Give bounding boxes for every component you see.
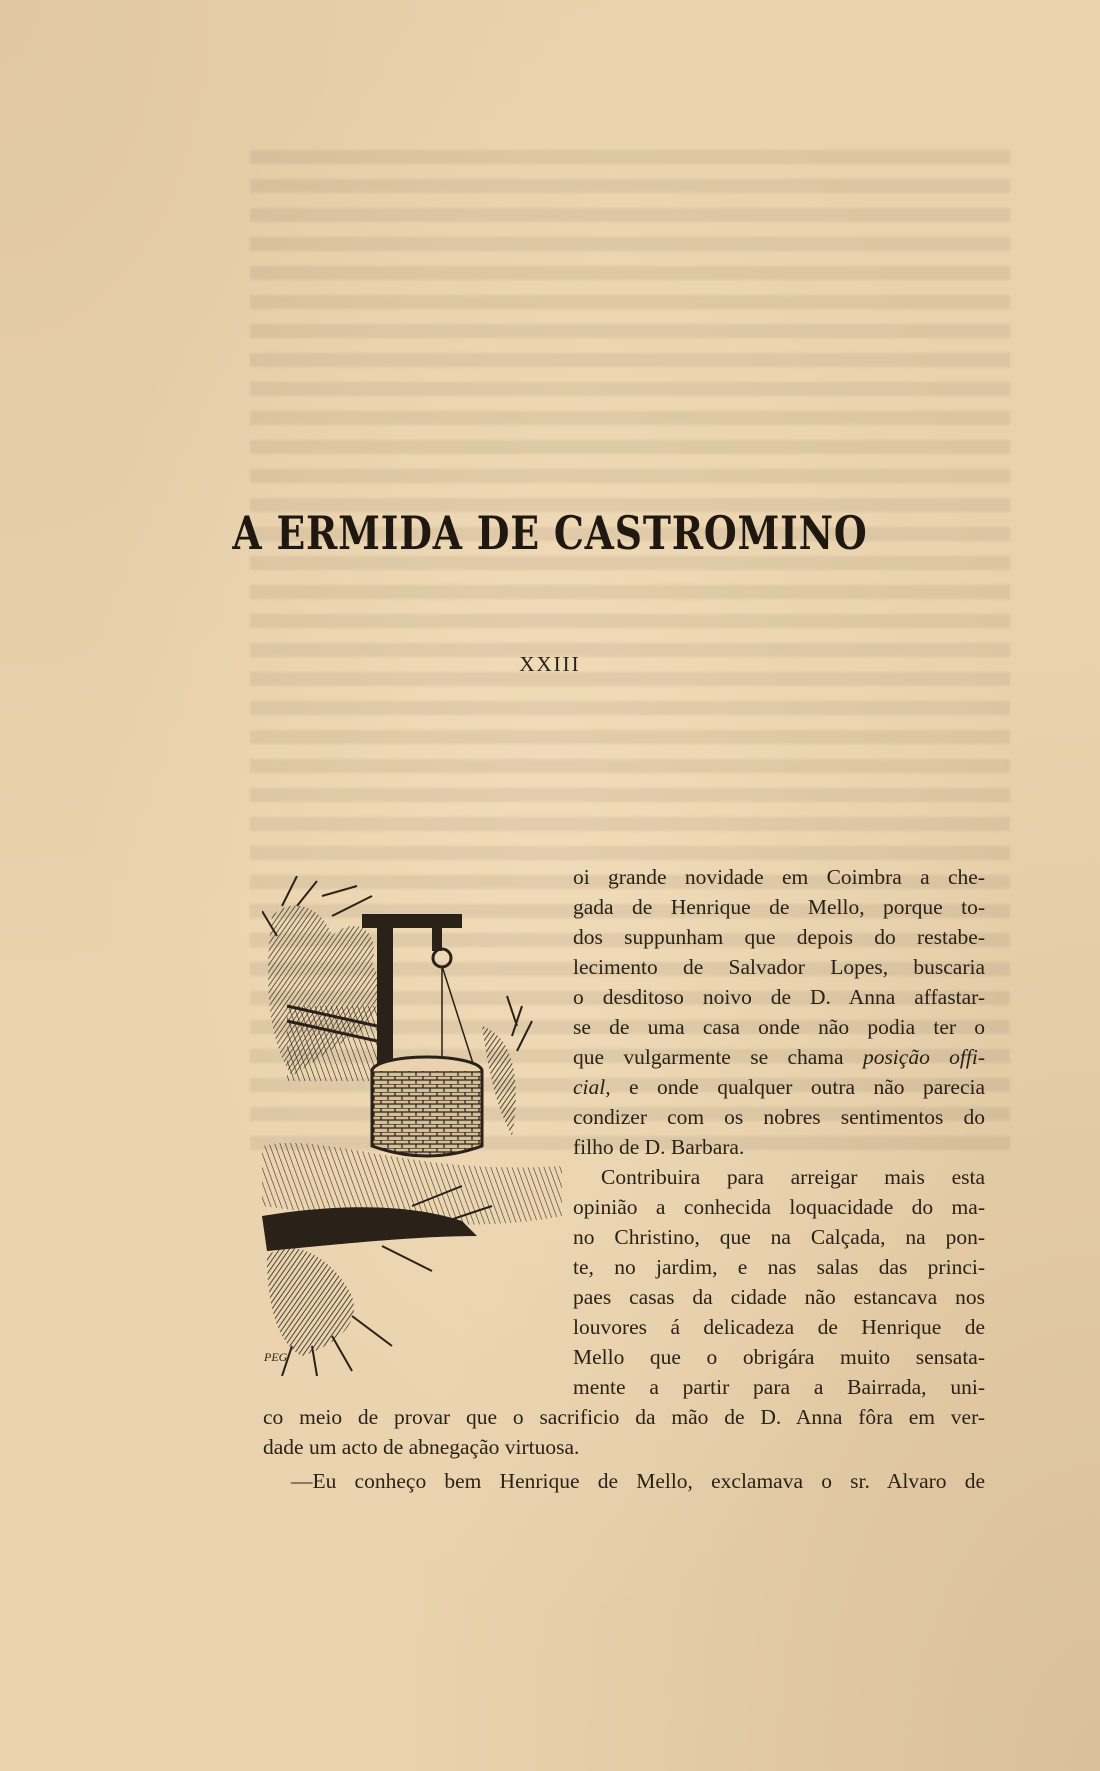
text-line: o desditoso noivo de D. Anna affastar-	[573, 985, 985, 1009]
chapter-number: XXIII	[519, 652, 581, 676]
text-line	[573, 1042, 985, 1072]
text-line: louvores á delicadeza de Henrique de	[573, 1315, 985, 1339]
text-line: te, no jardim, e nas salas das princi-	[573, 1255, 985, 1279]
text-line: mente a partir para a Bairrada, uni-	[573, 1375, 985, 1399]
text-line: dade um acto de abnegação virtuosa.	[263, 1435, 580, 1459]
text-span: que vulgarmente se chama	[573, 1045, 844, 1069]
text-line: co meio de provar que o sacrificio da mão de D. Anna fôra em ver-	[263, 1405, 985, 1429]
text-line: paes casas da cidade não estancava nos	[573, 1285, 985, 1309]
text-line	[573, 1072, 985, 1102]
text-line: filho de D. Barbara.	[573, 1135, 745, 1159]
text-line: oi grande novidade em Coimbra a che-	[573, 865, 985, 889]
text-line: Mello que o obrigára muito sensata-	[573, 1345, 985, 1369]
text-line: Contribuira para arreigar mais esta	[601, 1165, 985, 1189]
well-engraving-icon	[262, 876, 572, 1376]
page-title: A ERMIDA DE CASTROMINO	[232, 506, 868, 560]
text-span: e onde qualquer outra não parecia	[610, 1075, 985, 1099]
italic-term: cial,	[573, 1075, 611, 1099]
text-line: dos suppunham que depois do restabe-	[573, 925, 985, 949]
text-line: opinião a conhecida loquacidade do ma-	[573, 1195, 985, 1219]
text-line: gada de Henrique de Mello, porque to-	[573, 895, 985, 919]
italic-term: posição offi-	[862, 1045, 986, 1069]
text-line: condizer com os nobres sentimentos do	[573, 1105, 985, 1129]
text-line: no Christino, que na Calçada, na pon-	[573, 1225, 985, 1249]
text-line: lecimento de Salvador Lopes, buscaria	[573, 955, 985, 979]
text-line: —Eu conheço bem Henrique de Mello, exclamava o sr. Alvaro de	[291, 1469, 985, 1493]
engraver-signature: PEG	[264, 1350, 288, 1364]
text-line: se de uma casa onde não podia ter o	[573, 1015, 985, 1039]
